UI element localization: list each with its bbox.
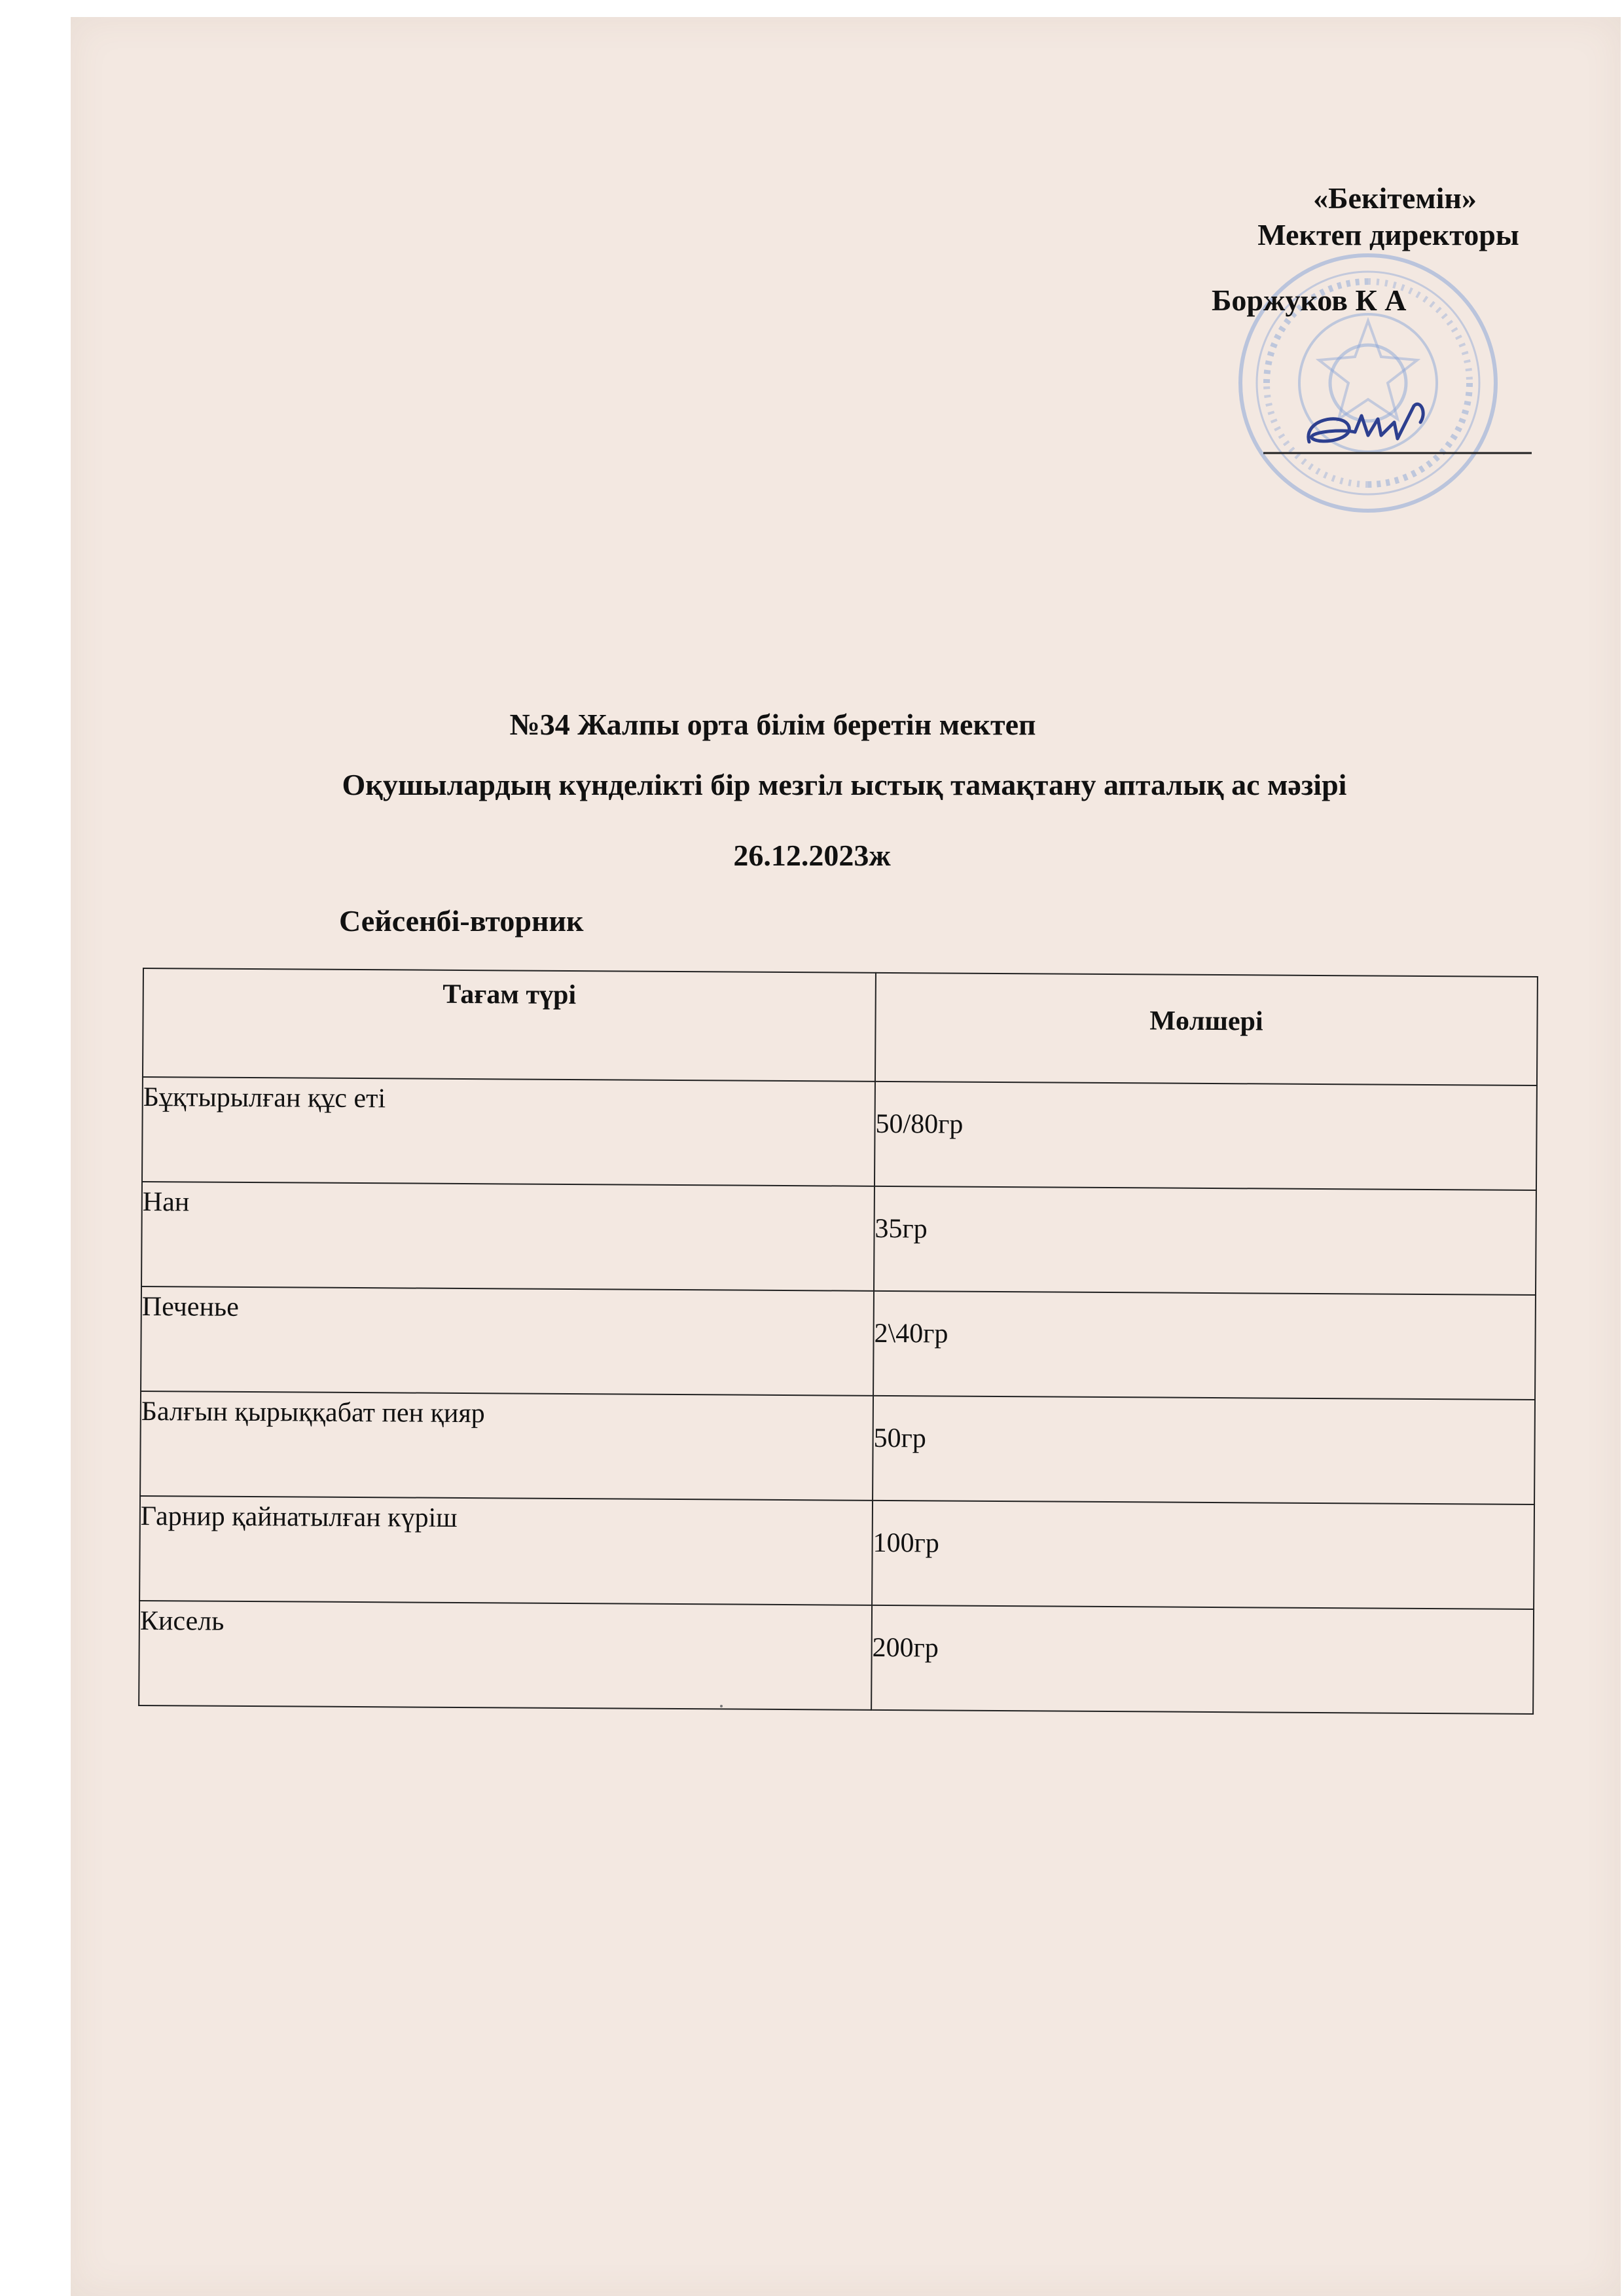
- column-header-amount: Мөлшері: [875, 973, 1538, 1085]
- dish-amount: 200гр: [871, 1605, 1534, 1714]
- dish-name: Балғын қырыққабат пен қияр: [140, 1391, 873, 1501]
- scan-speck: [720, 1705, 723, 1707]
- menu-table: [138, 968, 1538, 1715]
- director-name: Боржуков К А: [1212, 283, 1407, 317]
- signature-icon: [1263, 393, 1538, 471]
- school-title: №34 Жалпы орта білім беретін мектеп: [509, 708, 1036, 741]
- approval-title: «Бекітемін»: [1313, 181, 1477, 215]
- day-label: Сейсенбі-вторник: [339, 904, 584, 938]
- approval-position: Мектеп директоры: [1257, 218, 1519, 251]
- dish-amount: 100гр: [872, 1501, 1534, 1609]
- dish-name: Бұқтырылған құс еті: [142, 1077, 875, 1186]
- dish-name: Печенье: [141, 1286, 874, 1396]
- table-row: [139, 1601, 1534, 1714]
- table-row: [141, 1182, 1536, 1295]
- menu-title: Оқушылардың күнделікті бір мезгіл ыстық тамақтану апталық ас мәзірі: [342, 768, 1347, 801]
- table-row: [139, 1496, 1534, 1609]
- column-header-dish: Тағам түрі: [143, 968, 876, 1082]
- dish-name: Гарнир қайнатылған күріш: [139, 1496, 873, 1605]
- table-row: [141, 1286, 1536, 1400]
- dish-amount: 2\40гр: [873, 1291, 1536, 1400]
- dish-name: Нан: [141, 1182, 875, 1291]
- table-row: [142, 1077, 1537, 1190]
- menu-date: 26.12.2023ж: [733, 839, 891, 872]
- dish-name: Кисель: [139, 1601, 872, 1710]
- table-header-row: [143, 968, 1538, 1085]
- table-row: [140, 1391, 1535, 1504]
- dish-amount: 50гр: [873, 1396, 1535, 1504]
- dish-amount: 35гр: [874, 1186, 1536, 1295]
- dish-amount: 50/80гр: [875, 1082, 1537, 1190]
- approval-block: [1205, 183, 1572, 322]
